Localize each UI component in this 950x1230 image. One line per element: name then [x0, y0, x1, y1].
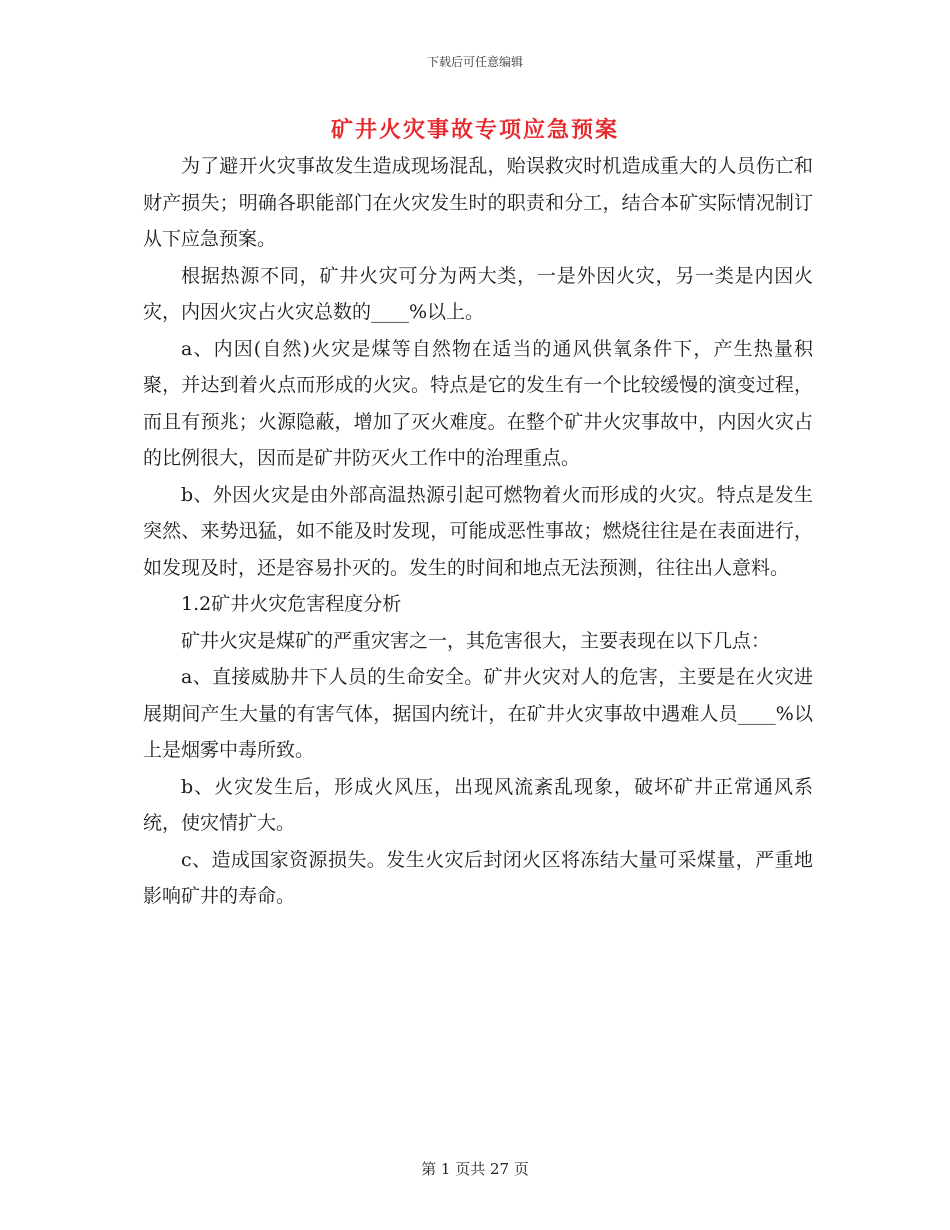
document-body	[143, 148, 813, 915]
paragraph-hazard-a: a、直接威胁井下人员的生命安全。矿井火灾对人的危害，主要是在火灾进展期间产生大量的有害气体，据国内统计，在矿井火灾事故中遇难人员____%以上是烟雾中毒所致。	[143, 666, 813, 761]
section-heading-hazard-analysis: 1.2矿井火灾危害程度分析	[181, 593, 402, 615]
paragraph-hazard-intro: 矿井火灾是煤矿的严重灾害之一，其危害很大，主要表现在以下几点：	[181, 629, 771, 652]
paragraph-classification: 根据热源不同，矿井火灾可分为两大类，一是外因火灾，另一类是内因火灾，内因火灾占火灾总数的____%以上。	[143, 264, 813, 323]
paragraph-hazard-b: b、火灾发生后，形成火风压，出现风流紊乱现象，破坏矿井正常通风系统，使灾情扩大。	[143, 775, 813, 834]
page-footer: 第 1 页共 27 页	[421, 1160, 529, 1178]
page-header-note: 下载后可任意编辑	[426, 55, 523, 69]
document-title: 矿井火灾事故专项应急预案	[330, 117, 619, 143]
paragraph-external-fire: b、外因火灾是由外部高温热源引起可燃物着火而形成的火灾。特点是发生突然、来势迅猛，如不能及时发现，可能成恶性事故；燃烧往往是在表面进行，如发现及时，还是容易扑灭的。发生的时间和地点无法预测，往往出人意料。	[143, 483, 813, 579]
paragraph-intro: 为了避开火灾事故发生造成现场混乱，贻误救灾时机造成重大的人员伤亡和财产损失；明确各职能部门在火灾发生时的职责和分工，结合本矿实际情况制订从下应急预案。	[143, 155, 813, 250]
paragraph-internal-fire: a、内因(自然)火灾是煤等自然物在适当的通风供氧条件下，产生热量积聚，并达到着火点而形成的火灾。特点是它的发生有一个比较缓慢的演变过程，而且有预兆；火源隐蔽，增加了灭火难度。在整个矿井火灾事故中，内因火灾占的比例很大，因而是矿井防灭火工作中的治理重点。	[143, 337, 813, 469]
paragraph-hazard-c: c、造成国家资源损失。发生火灾后封闭火区将冻结大量可采煤量，严重地影响矿井的寿命。	[143, 848, 813, 907]
